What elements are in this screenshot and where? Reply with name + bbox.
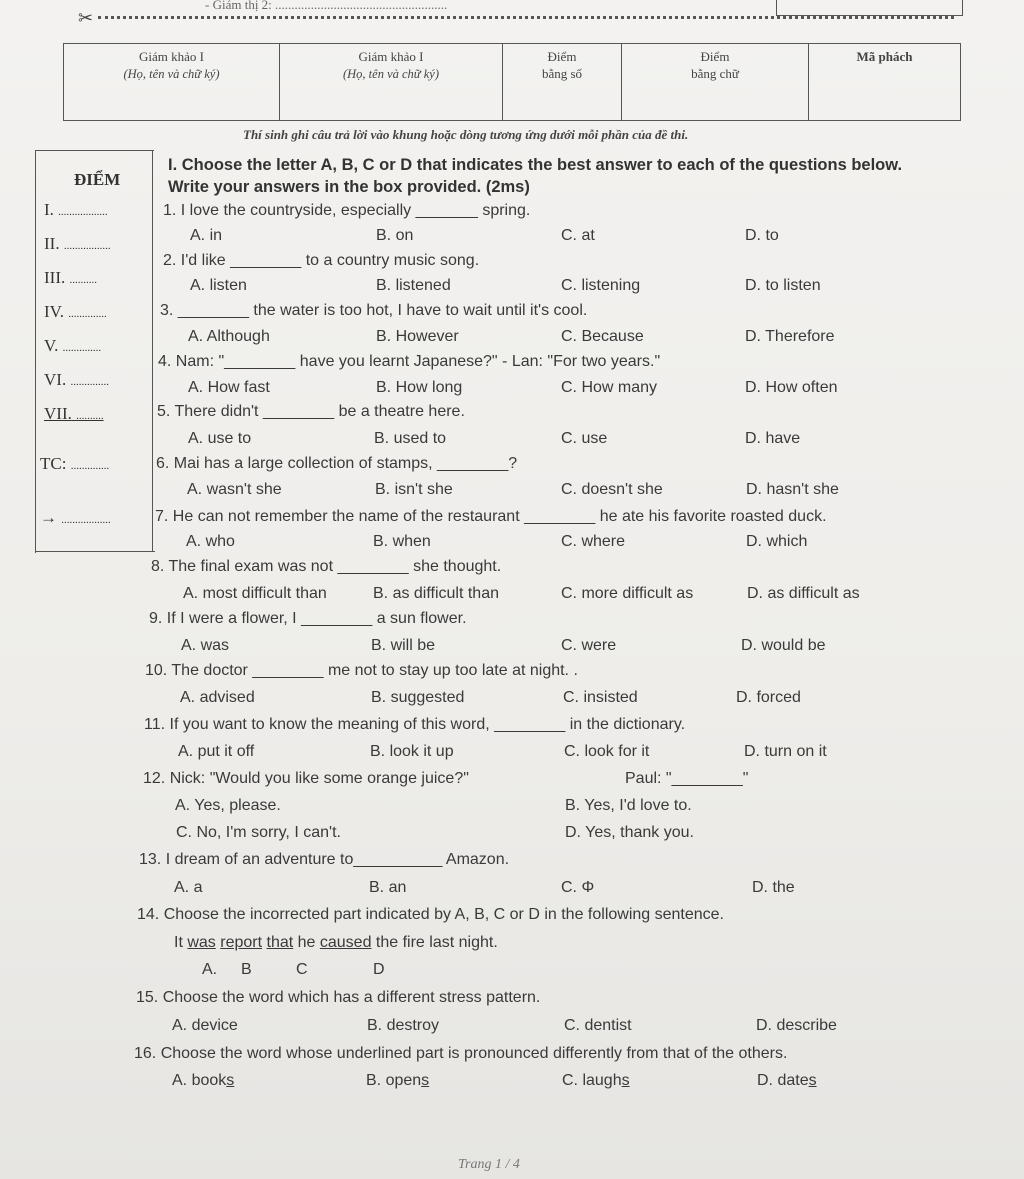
- q2-option-c: C. listening: [561, 277, 641, 294]
- question-10: 10. The doctor ________ me not to stay up too late at night. .: [145, 662, 578, 679]
- q6-option-a: A. wasn't she: [187, 481, 282, 498]
- question-8: 8. The final exam was not ________ she thought.: [151, 558, 502, 575]
- q7-option-d: D. which: [746, 533, 808, 550]
- q16-option-d: D. dates: [757, 1072, 817, 1089]
- examiner-1b-sub: (Họ, tên và chữ ký): [342, 67, 439, 81]
- question-9: 9. If I were a flower, I ________ a sun flower.: [149, 610, 467, 627]
- q11-option-a: A. put it off: [178, 743, 255, 760]
- q14-option-b: B: [241, 961, 252, 978]
- section-title-line-1: I. Choose the letter A, B, C or D that indicates the best answer to each of the questions below.: [168, 156, 903, 174]
- q15-option-a: A. device: [172, 1017, 238, 1034]
- section-title-line-2: Write your answers in the box provided. (2ms): [168, 178, 530, 196]
- q9-option-c: C. were: [561, 637, 617, 654]
- q15-option-b: B. destroy: [367, 1017, 440, 1034]
- q16-option-c: C. laughs: [562, 1072, 630, 1089]
- question-12: 12. Nick: "Would you like some orange juice?": [143, 770, 469, 787]
- q8-option-b: B. as difficult than: [373, 585, 499, 602]
- q4-option-b: B. How long: [376, 379, 463, 396]
- q3-option-d: D. Therefore: [745, 328, 835, 345]
- q10-option-b: B. suggested: [371, 689, 465, 706]
- score-words-sub: bằng chữ: [691, 66, 739, 81]
- q12-option-a: A. Yes, please.: [175, 797, 281, 814]
- q11-option-c: C. look for it: [564, 743, 650, 760]
- q2-option-a: A. listen: [190, 277, 247, 294]
- q6-option-d: D. hasn't she: [746, 481, 839, 498]
- instruction-note: Thí sinh ghi câu trả lời vào khung hoặc dòng tương ứng dưới mỗi phần của đề thi.: [243, 127, 689, 142]
- question-12-paul: Paul: "________": [625, 770, 749, 787]
- examiner-2-line: - Giám thị 2: .....................................................: [205, 0, 448, 12]
- examiner-1-cell: [64, 44, 280, 121]
- question-16: 16. Choose the word whose underlined part is pronounced differently from that of the others.: [134, 1045, 788, 1062]
- q9-option-a: A. was: [181, 637, 230, 654]
- question-15: 15. Choose the word which has a different stress pattern.: [136, 989, 541, 1006]
- q5-option-a: A. use to: [188, 430, 252, 447]
- q10-option-d: D. forced: [736, 689, 801, 706]
- question-7: 7. He can not remember the name of the restaurant ________ he ate his favorite roasted duck.: [155, 508, 827, 525]
- q12-option-b: B. Yes, I'd love to.: [565, 797, 692, 814]
- q10-option-a: A. advised: [180, 689, 255, 706]
- q8-option-d: D. as difficult as: [747, 585, 860, 602]
- score-number-cell: [503, 44, 622, 121]
- q5-option-c: C. use: [561, 430, 608, 447]
- score-row-5: V. ..............: [44, 336, 102, 355]
- q13-option-d: D. the: [752, 879, 795, 896]
- score-words-title: Điểm: [700, 49, 730, 64]
- q11-option-b: B. look it up: [370, 743, 454, 760]
- q9-option-b: B. will be: [371, 637, 436, 654]
- score-number-sub: bằng số: [541, 66, 583, 81]
- question-3: 3. ________ the water is too hot, I have to wait until it's cool.: [160, 302, 588, 319]
- examiner-1b-cell: [280, 44, 503, 121]
- q6-option-b: B. isn't she: [375, 481, 453, 498]
- top-box: [776, 0, 963, 16]
- q13-option-b: B. an: [369, 879, 407, 896]
- question-13: 13. I dream of an adventure to__________ Amazon.: [139, 851, 510, 868]
- examiner-1-sub: (Họ, tên và chữ ký): [123, 67, 220, 81]
- section-title: [168, 154, 902, 198]
- q3-option-c: C. Because: [561, 328, 644, 345]
- score-row-final: → ..................: [40, 508, 111, 527]
- q10-option-c: C. insisted: [563, 689, 638, 706]
- q5-option-d: D. have: [745, 430, 801, 447]
- score-row-4: IV. ..............: [44, 302, 107, 321]
- q12-option-c: C. No, I'm sorry, I can't.: [176, 824, 341, 841]
- question-6: 6. Mai has a large collection of stamps, ________?: [156, 455, 518, 472]
- q16-option-b: B. opens: [366, 1072, 430, 1089]
- score-row-3: III. ..........: [44, 268, 97, 287]
- q7-option-a: A. who: [186, 533, 235, 550]
- q4-option-c: C. How many: [561, 379, 658, 396]
- q14-option-c: C: [296, 961, 308, 978]
- q13-option-a: A. a: [174, 879, 203, 896]
- q1-option-a: A. in: [190, 227, 223, 244]
- question-4: 4. Nam: "________ have you learnt Japanese?" - Lan: "For two years.": [158, 353, 661, 370]
- score-row-2: II. .................: [44, 234, 111, 253]
- q7-option-b: B. when: [373, 533, 431, 550]
- q12-option-d: D. Yes, thank you.: [565, 824, 694, 841]
- q8-option-c: C. more difficult as: [561, 585, 694, 602]
- code-cell: [809, 44, 961, 121]
- q14-option-a: A.: [202, 961, 218, 978]
- score-words-cell: [622, 44, 809, 121]
- q1-option-d: D. to: [745, 227, 779, 244]
- score-row-1: I. ..................: [44, 200, 108, 219]
- q3-option-b: B. However: [376, 328, 459, 345]
- page-footer: Trang 1 / 4: [458, 1157, 520, 1172]
- question-2: 2. I'd like ________ to a country music song.: [163, 252, 480, 269]
- q1-option-b: B. on: [376, 227, 414, 244]
- q9-option-d: D. would be: [741, 637, 826, 654]
- q5-option-b: B. used to: [374, 430, 447, 447]
- question-11: 11. If you want to know the meaning of this word, ________ in the dictionary.: [144, 716, 686, 733]
- q16-option-a: A. books: [172, 1072, 235, 1089]
- question-5: 5. There didn't ________ be a theatre here.: [157, 403, 465, 420]
- q15-option-c: C. dentist: [564, 1017, 632, 1034]
- q2-option-b: B. listened: [376, 277, 451, 294]
- score-box-divider: [152, 150, 153, 552]
- score-title: ĐIỂM: [74, 170, 121, 189]
- score-row-6: VI. ..............: [44, 370, 109, 389]
- score-number-title: Điểm: [547, 49, 577, 64]
- examiner-1b-title: Giám khảo I: [358, 49, 424, 64]
- q15-option-d: D. describe: [756, 1017, 837, 1034]
- question-14: 14. Choose the incorrected part indicated by A, B, C or D in the following sentence.: [137, 906, 724, 923]
- q13-option-c: C. Φ: [561, 879, 595, 896]
- code-title: Mã phách: [856, 49, 913, 64]
- q1-option-c: C. at: [561, 227, 595, 244]
- q3-option-a: A. Although: [188, 328, 270, 345]
- score-row-7: VII. ..........: [44, 404, 104, 423]
- question-1: 1. I love the countryside, especially _______ spring.: [163, 202, 531, 219]
- q2-option-d: D. to listen: [745, 277, 821, 294]
- cut-line: [98, 16, 954, 19]
- scissors-icon: ✂: [78, 8, 94, 28]
- grading-table: [63, 43, 961, 121]
- q4-option-a: A. How fast: [188, 379, 270, 396]
- score-box-bottom: [35, 551, 155, 552]
- q14-option-d: D: [373, 961, 385, 978]
- examiner-1-title: Giám khảo I: [139, 49, 204, 64]
- q11-option-d: D. turn on it: [744, 743, 827, 760]
- q6-option-c: C. doesn't she: [561, 481, 663, 498]
- q14-sentence: It was report that he caused the fire last night.: [174, 934, 498, 951]
- score-row-total: TC: ..............: [40, 454, 110, 473]
- q8-option-a: A. most difficult than: [183, 585, 327, 602]
- q7-option-c: C. where: [561, 533, 626, 550]
- q4-option-d: D. How often: [745, 379, 838, 396]
